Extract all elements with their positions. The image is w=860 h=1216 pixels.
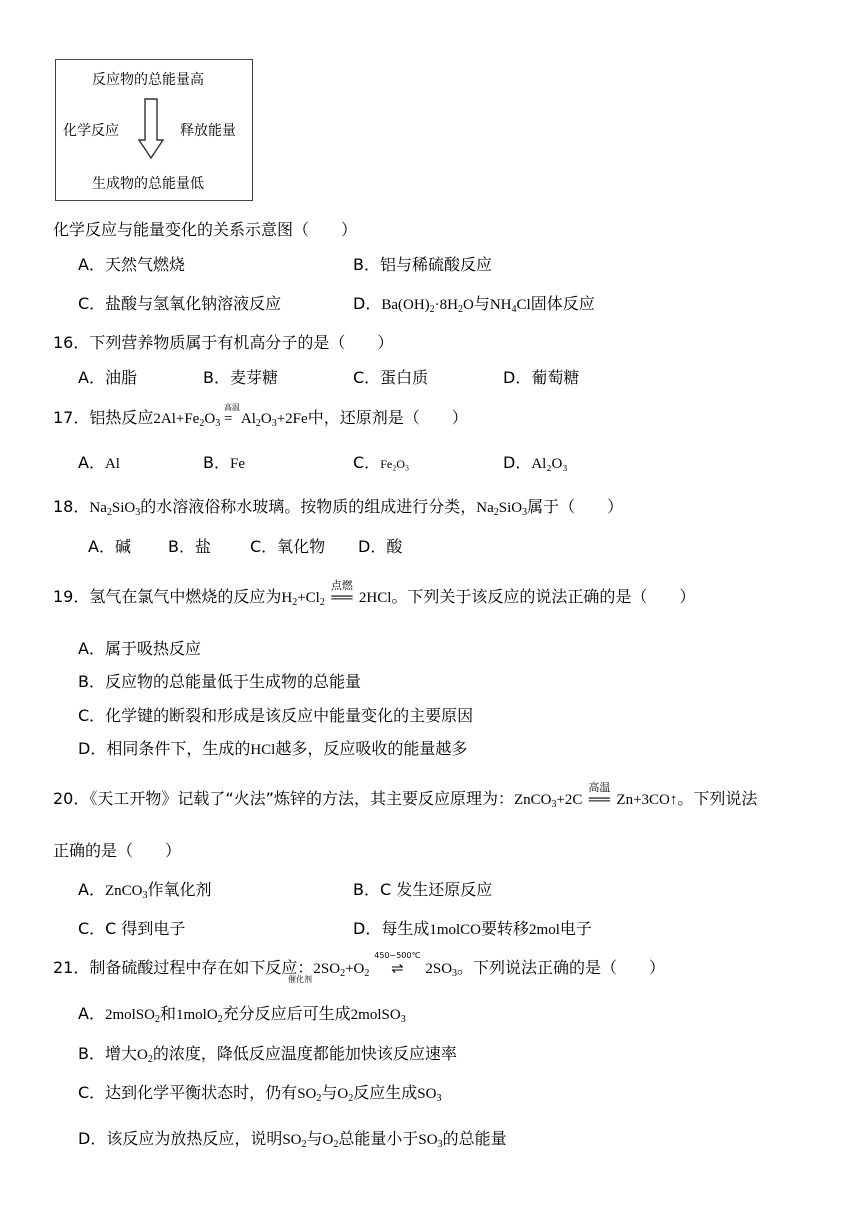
- q16-stem: 16．下列营养物质属于有机高分子的是（ ）: [53, 333, 394, 352]
- q20-option-d: D．每生成1molCO要转移2mol电子: [353, 919, 592, 938]
- q20-option-a: A．ZnCO$_3$作氧化剂: [78, 880, 212, 901]
- q19-option-c: C．化学键的断裂和形成是该反应中能量变化的主要原因: [78, 706, 474, 725]
- diagram-right-label: 释放能量: [180, 123, 236, 139]
- q20-stem: 20．《天工开物》记载了“火法”炼锌的方法，其主要反应原理为：ZnCO$_3$+2C 高温 ══ Zn+3CO↑。下列说法: [53, 781, 758, 810]
- q15-stem: 化学反应与能量变化的关系示意图（ ）: [53, 220, 358, 239]
- q17-option-c: C．Fe₂O₃: [353, 453, 410, 472]
- q18-option-c: C．氧化物: [250, 537, 326, 556]
- q15-option-a: A．天然气燃烧: [78, 255, 185, 274]
- q19-option-a: A．属于吸热反应: [78, 639, 201, 658]
- q21-stem: 21．制备硫酸过程中存在如下反应：$2SO_2+O_2$ 450~500℃ ⇌ $2SO_3$。下列说法正确的是（ ）: [53, 951, 666, 979]
- q16-option-b: B．麦芽糖: [203, 368, 278, 387]
- q15-option-b: B．铝与稀硫酸反应: [353, 255, 492, 274]
- q17-option-d: D．Al₂O₃: [503, 453, 568, 472]
- q15-option-d: D．$Ba(OH)_2\cdot 8H_2O$与$NH_4Cl$固体反应: [353, 294, 595, 315]
- q21-option-c: C．达到化学平衡状态时，仍有$SO_2$与$O_2$反应生成$SO_3$: [78, 1083, 442, 1104]
- q18-option-d: D．酸: [358, 537, 403, 556]
- q21-cond-bottom: 催化剂: [288, 975, 312, 984]
- q21-option-d: D．该反应为放热反应，说明$SO_2$与$O_2$总能量小于$SO_3$的总能量: [78, 1129, 507, 1150]
- q20-option-b: B．C 发生还原反应: [353, 880, 493, 899]
- q18-option-b: B．盐: [168, 537, 211, 556]
- q18-option-a: A．碱: [88, 537, 131, 556]
- q17-stem: 17．铝热反应$2Al+Fe_2O_3$ 高温 = $Al_2O_3+2Fe$中，还原剂是（ ）: [53, 403, 468, 429]
- q21-option-a: A．2molSO$_2$和1molO$_2$充分反应后可生成2molSO$_3$: [78, 1004, 406, 1025]
- q21-option-b: B．增大$O_2$的浓度，降低反应温度都能加快该反应速率: [78, 1044, 457, 1065]
- q17-option-b: B．Fe: [203, 453, 245, 472]
- q15-option-c: C．盐酸与氢氧化钠溶液反应: [78, 294, 282, 313]
- q18-stem: 18．$Na_2SiO_3$的水溶液俗称水玻璃。按物质的组成进行分类，$Na_2SiO_3$属于（ ）: [53, 497, 624, 518]
- q19-stem: 19．氢气在氯气中燃烧的反应为$H_2+Cl_2$ 点燃 ══ 2HCl。下列关于该反应的说法正确的是（ ）: [53, 579, 696, 608]
- diagram-bottom-label: 生成物的总能量低: [92, 176, 204, 192]
- q17-option-a: A．Al: [78, 453, 120, 472]
- q16-option-a: A．油脂: [78, 368, 137, 387]
- q20-stem-line2: 正确的是（ ）: [53, 841, 182, 860]
- q19-option-d: D．相同条件下，生成的HCl越多，反应吸收的能量越多: [78, 739, 468, 758]
- q16-option-c: C．蛋白质: [353, 368, 429, 387]
- q20-option-c: C．C 得到电子: [78, 919, 186, 938]
- down-arrow-icon: [138, 98, 164, 160]
- diagram-left-label: 化学反应: [63, 123, 119, 139]
- energy-diagram: [55, 59, 253, 201]
- diagram-top-label: 反应物的总能量高: [92, 72, 204, 88]
- q19-option-b: B．反应物的总能量低于生成物的总能量: [78, 672, 361, 691]
- q16-option-d: D．葡萄糖: [503, 368, 580, 387]
